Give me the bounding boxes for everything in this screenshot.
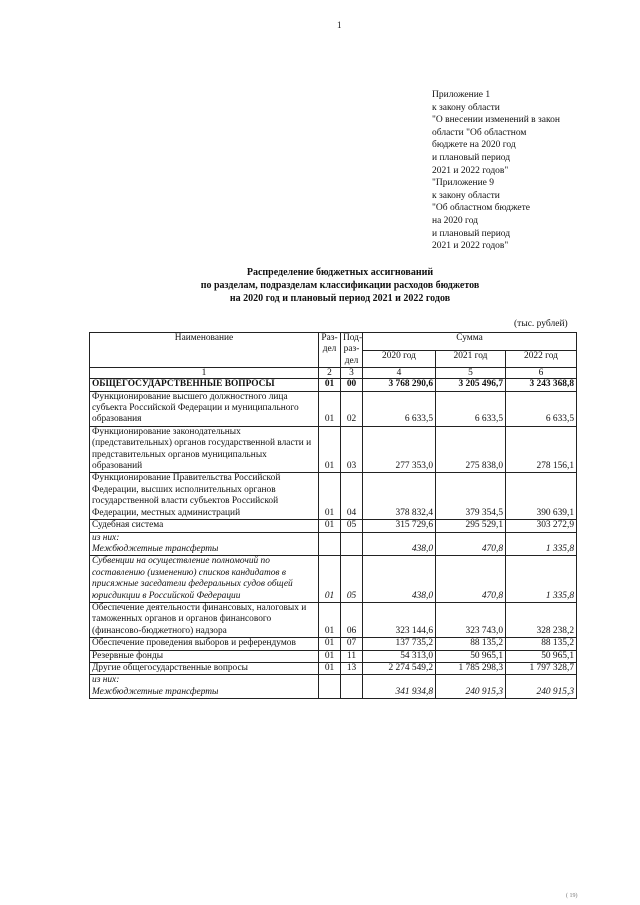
row-value-2020: 323 144,6	[363, 602, 436, 637]
row-value-2022: 390 639,1	[506, 473, 577, 520]
table-row	[90, 473, 577, 520]
row-value-2021: 6 633,5	[436, 391, 506, 426]
row-razdel: 01	[319, 520, 341, 532]
row-razdel: 01	[319, 662, 341, 674]
row-name: ОБЩЕГОСУДАРСТВЕННЫЕ ВОПРОСЫ	[90, 379, 319, 391]
appendix-line: "Об областном бюджете	[432, 203, 530, 214]
row-value-2022: 278 156,1	[506, 426, 577, 473]
column-number: 2	[319, 368, 341, 379]
row-value-2020: 54 313,0	[363, 650, 436, 662]
row-name: из них: Межбюджетные трансферты	[90, 532, 319, 556]
row-podrazdel: 11	[341, 650, 363, 662]
row-razdel: 01	[319, 638, 341, 650]
row-podrazdel	[341, 532, 363, 556]
row-name: Функционирование законодательных (представительных) органов государственной власти и представительных органов муниципальных образований	[90, 426, 319, 473]
row-podrazdel: 05	[341, 520, 363, 532]
row-podrazdel: 06	[341, 602, 363, 637]
row-podrazdel: 00	[341, 379, 363, 391]
row-value-2022: 1 335,8	[506, 532, 577, 556]
row-razdel: 01	[319, 556, 341, 603]
page-number: 1	[337, 20, 342, 30]
row-value-2022: 3 243 368,8	[506, 379, 577, 391]
appendix-line: к закону области	[432, 190, 500, 201]
appendix-line: "О внесении изменений в закон	[432, 115, 560, 126]
table-row	[90, 426, 577, 473]
row-value-2022: 88 135,2	[506, 638, 577, 650]
footer-stamp: ( 19)	[566, 893, 578, 899]
table-row	[90, 675, 577, 699]
row-value-2021: 240 915,3	[436, 675, 506, 699]
header-name: Наименование	[90, 333, 319, 368]
row-value-2020: 3 768 290,6	[363, 379, 436, 391]
row-value-2021: 50 965,1	[436, 650, 506, 662]
column-number: 3	[341, 368, 363, 379]
appendix-line: 2021 и 2022 годов"	[432, 241, 509, 252]
row-value-2021: 1 785 298,3	[436, 662, 506, 674]
appendix-line: "Приложение 9	[432, 178, 494, 189]
row-value-2021: 88 135,2	[436, 638, 506, 650]
row-razdel: 01	[319, 379, 341, 391]
row-value-2022: 50 965,1	[506, 650, 577, 662]
row-value-2020: 315 729,6	[363, 520, 436, 532]
table-row	[90, 602, 577, 637]
header-sum: Сумма	[363, 333, 577, 351]
header-2021: 2021 год	[436, 350, 506, 368]
row-value-2022: 303 272,9	[506, 520, 577, 532]
appendix-line: к закону области	[432, 102, 500, 113]
header-podrazdel: Под- раз- дел	[341, 333, 363, 368]
row-name: Судебная система	[90, 520, 319, 532]
header-2020: 2020 год	[363, 350, 436, 368]
appendix-line: и плановый период	[432, 228, 511, 239]
column-number: 6	[506, 368, 577, 379]
appendix-line: Приложение 1	[432, 90, 491, 100]
row-value-2021: 470,8	[436, 532, 506, 556]
appendix-line: бюджете на 2020 год	[432, 140, 516, 151]
row-value-2022: 6 633,5	[506, 391, 577, 426]
appendix-line: 2021 и 2022 годов"	[432, 165, 509, 176]
row-razdel: 01	[319, 426, 341, 473]
table-row	[90, 520, 577, 532]
header-2022: 2022 год	[506, 350, 577, 368]
table-row	[90, 638, 577, 650]
row-value-2021: 275 838,0	[436, 426, 506, 473]
table-row	[90, 391, 577, 426]
row-name: Функционирование Правительства Российской Федерации, высших исполнительных органов государственной власти субъектов Российской Федерации, местных администраций	[90, 473, 319, 520]
row-value-2021: 3 205 496,7	[436, 379, 506, 391]
appendix-header	[432, 89, 560, 253]
row-value-2021: 323 743,0	[436, 602, 506, 637]
row-value-2022: 328 238,2	[506, 602, 577, 637]
budget-table	[89, 332, 577, 699]
row-value-2020: 438,0	[363, 556, 436, 603]
row-razdel	[319, 532, 341, 556]
row-podrazdel: 07	[341, 638, 363, 650]
row-podrazdel: 05	[341, 556, 363, 603]
title-line: Распределение бюджетных ассигнований	[246, 267, 434, 278]
row-value-2020: 6 633,5	[363, 391, 436, 426]
appendix-line: области "Об областном	[432, 127, 527, 138]
row-value-2020: 137 735,2	[363, 638, 436, 650]
units-label: (тыс. рублей)	[514, 319, 568, 329]
row-value-2022: 1 335,8	[506, 556, 577, 603]
row-name: Обеспечение проведения выборов и референдумов	[90, 638, 319, 650]
row-podrazdel: 13	[341, 662, 363, 674]
row-razdel	[319, 675, 341, 699]
title-line: на 2020 год и плановый период 2021 и 2022 годов	[229, 293, 451, 304]
appendix-line: на 2020 год	[432, 215, 479, 226]
title-line: по разделам, подразделам классификации расходов бюджетов	[200, 280, 480, 291]
row-name: Резервные фонды	[90, 650, 319, 662]
row-value-2022: 1 797 328,7	[506, 662, 577, 674]
column-number-row	[90, 368, 577, 379]
table-row	[90, 379, 577, 391]
row-razdel: 01	[319, 650, 341, 662]
appendix-line: и плановый период	[432, 152, 511, 163]
row-name: из них: Межбюджетные трансферты	[90, 675, 319, 699]
row-podrazdel	[341, 675, 363, 699]
column-number: 5	[436, 368, 506, 379]
table-row	[90, 532, 577, 556]
row-name: Обеспечение деятельности финансовых, налоговых и таможенных органов и органов финансового (финансово-бюджетного) надзора	[90, 602, 319, 637]
column-number: 1	[90, 368, 319, 379]
header-razdel: Раз- дел	[319, 333, 341, 368]
row-razdel: 01	[319, 391, 341, 426]
row-name: Функционирование высшего должностного лица субъекта Российской Федерации и муниципального образования	[90, 391, 319, 426]
row-name: Субвенции на осуществление полномочий по составлению (изменению) списков кандидатов в присяжные заседатели федеральных судов общей юрисдикции в Российской Федерации	[90, 556, 319, 603]
row-value-2021: 295 529,1	[436, 520, 506, 532]
table-row	[90, 662, 577, 674]
row-name: Другие общегосударственные вопросы	[90, 662, 319, 674]
row-value-2020: 341 934,8	[363, 675, 436, 699]
row-value-2020: 277 353,0	[363, 426, 436, 473]
row-podrazdel: 03	[341, 426, 363, 473]
row-razdel: 01	[319, 602, 341, 637]
row-value-2020: 438,0	[363, 532, 436, 556]
row-value-2020: 2 274 549,2	[363, 662, 436, 674]
row-value-2021: 470,8	[436, 556, 506, 603]
row-podrazdel: 02	[341, 391, 363, 426]
table-row	[90, 556, 577, 603]
row-value-2020: 378 832,4	[363, 473, 436, 520]
row-value-2022: 240 915,3	[506, 675, 577, 699]
table-header-row	[90, 333, 577, 351]
row-value-2021: 379 354,5	[436, 473, 506, 520]
document-title	[130, 266, 550, 305]
row-razdel: 01	[319, 473, 341, 520]
column-number: 4	[363, 368, 436, 379]
row-podrazdel: 04	[341, 473, 363, 520]
table-row	[90, 650, 577, 662]
